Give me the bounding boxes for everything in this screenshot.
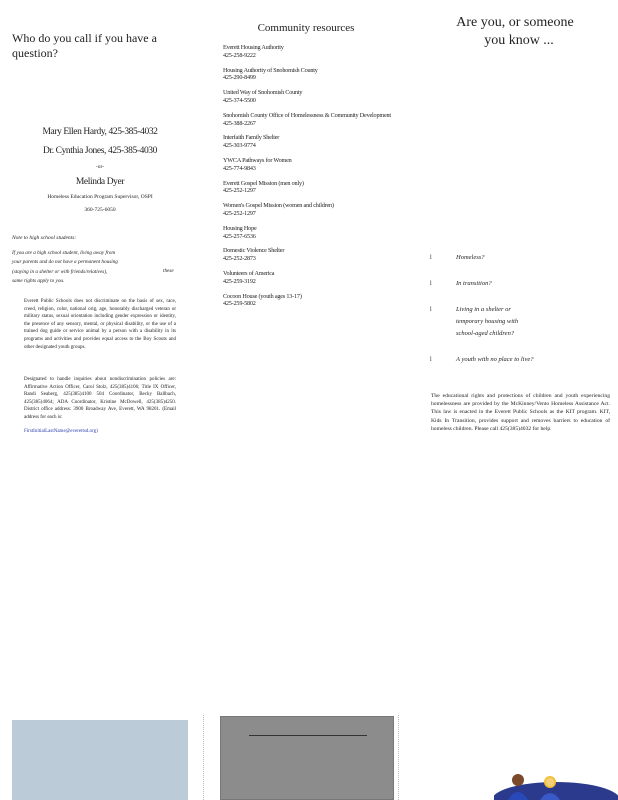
question-item (430, 278, 610, 290)
note-line: same rights apply to you. (12, 278, 65, 284)
resource-item (223, 157, 403, 173)
resource-item (223, 270, 403, 286)
contact-heading: Who do you call if you have a question? (12, 31, 157, 60)
resource-name: Interfaith Family Shelter (223, 134, 280, 142)
resource-phone: 425-290-8499 (223, 74, 256, 82)
resource-name: Volunteers of America (223, 269, 275, 277)
resource-phone: 425-252-2873 (223, 255, 256, 263)
question-list (430, 252, 610, 366)
question-item (430, 354, 610, 366)
inquiries-paragraph: Designated to handle inquiries about nondiscrimination policies are: Affirmative Action Officer, Carol Stolz, 425(385)4106; Title IX Officer, Randi Seaberg, 425(385)4100 504 Coordinator, Becky Ballbach, 425(385)4064; ADA Coordinator, Kristine McDowell, 425(385)4250. District office address: 3900 Broadway Ave, Everett, WA 98201. (Email address for each is: (24, 377, 176, 420)
resource-phone: 425-257-6536 (223, 232, 256, 240)
resource-item (223, 67, 403, 83)
resource-phone: 425-259-5802 (223, 300, 256, 308)
contact-or: -or- (95, 164, 105, 170)
fold-divider (398, 715, 399, 800)
bullet-icon: l (430, 357, 432, 363)
note-line-end: these (163, 268, 174, 274)
resource-phone: 425-774-9843 (223, 164, 256, 172)
resource-item (223, 89, 403, 105)
bullet-icon: l (430, 281, 432, 287)
resource-item (223, 225, 403, 241)
resource-item (223, 293, 403, 309)
resource-phone: 425-259-3192 (223, 277, 256, 285)
bullet-icon: l (430, 255, 432, 261)
resource-phone: 425-252-1297 (223, 187, 256, 195)
resource-phone: 425-374-5500 (223, 96, 256, 104)
contact-jones: Dr. Cynthia Jones, 425-385-4030 (43, 146, 157, 156)
question-item (430, 304, 610, 340)
resources-title: Community resources (257, 22, 355, 34)
resource-phone: 425-303-9774 (223, 142, 256, 150)
headline-line: you know ... (484, 33, 554, 48)
resource-item (223, 44, 403, 60)
resource-name: Snohomish County Office of Homelessness & Community Development (223, 111, 391, 119)
resource-phone: 425-258-9222 (223, 51, 256, 59)
resource-item (223, 247, 403, 263)
right-panel (412, 0, 618, 800)
question-text: Homeless? (456, 254, 485, 261)
resource-item (223, 202, 403, 218)
resource-item (223, 180, 403, 196)
question-text: Living in a shelter or temporary housing with school-aged children? (456, 306, 519, 337)
question-item (430, 252, 610, 264)
note-line: If you are a high school student, living away from (12, 250, 116, 256)
resource-name: Housing Hope (223, 224, 257, 232)
contact-dyer: Melinda Dyer (75, 177, 125, 187)
question-text: A youth with no place to live? (456, 356, 534, 363)
children-clipart (494, 764, 618, 800)
middle-panel (206, 0, 406, 800)
resource-name: Domestic Violence Shelter (223, 247, 285, 255)
bullet-icon: l (430, 307, 432, 313)
panel-rule (249, 735, 367, 736)
contact-hardy: Mary Ellen Hardy, 425-385-4032 (42, 127, 158, 137)
gray-panel (220, 716, 394, 800)
contact-dyer-role: Homeless Education Program Supervisor, OSPI (47, 194, 153, 200)
resource-item (223, 134, 403, 150)
question-text: In transition? (456, 280, 492, 287)
resource-name: United Way of Snohomish County (223, 89, 303, 97)
resource-name: Housing Authority of Snohomish County (223, 66, 318, 74)
resource-phone: 425-252-1297 (223, 209, 256, 217)
resource-name: YWCA Pathways for Women (223, 156, 292, 164)
nondiscrimination-policy: Everett Public Schools does not discriminate on the basis of sex, race, creed, religion, color, national orig, age, honorably discharged veteran or military status, sexual orientation including gender expression or identity, the presence of any sensory, mental, or physical disability, or the use of a trained dog guide or service animal by a person with a disability in its programs and activities and provides equal access to the Boy Scouts and other designated youth groups. (24, 299, 176, 350)
contact-dyer-phone: 360-725-6050 (84, 207, 116, 213)
email-link[interactable]: FirstInitialLastName@everettsd.org) (24, 429, 98, 434)
note-title: Note to high school students: (12, 235, 77, 241)
left-panel (0, 0, 200, 800)
headline-line: Are you, or someone (456, 15, 574, 30)
resource-item (223, 112, 403, 128)
blue-panel (12, 720, 188, 800)
resource-name: Women's Gospel Mission (women and children) (223, 202, 334, 210)
resources-list (223, 44, 403, 315)
resource-name: Everett Gospel Mission (men only) (223, 179, 304, 187)
resource-name: Everett Housing Authority (223, 44, 284, 51)
note-line: (staying in a shelter or with friends/relatives), (12, 269, 108, 275)
resource-phone: 425-388-2267 (223, 119, 256, 127)
kit-program-description: The educational rights and protections of children and youth experiencing homelessness are provided by the McKinney/Vento Homeless Assistance Act. This law is enacted in the Everett Public Schools as the KIT program. KIT, Kids In Transition, provides support and removes barriers to education of homeless children. Please call 425(385)4032 for help. (431, 393, 610, 432)
note-line: your parents and do not have a permanent housing (12, 259, 118, 265)
headline (412, 14, 618, 50)
resource-name: Cocoon House (youth ages 13-17) (223, 292, 302, 300)
fold-divider (203, 715, 204, 800)
